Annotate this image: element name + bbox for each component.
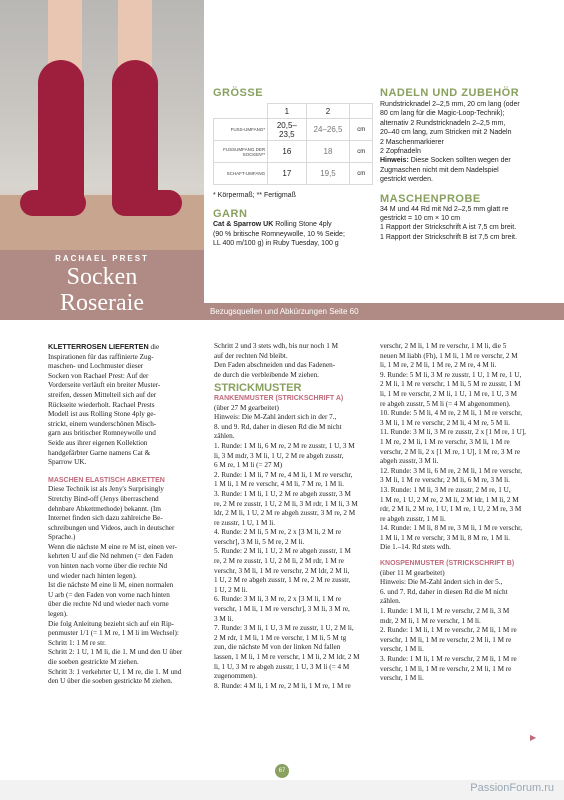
garn-text: Cat & Sparrow UK Rolling Stone 4ply (90 % britische Romneywolle, 10 % Seide; LL 400 m/100 g) in Ruby Tuesday, 100 g	[213, 221, 345, 248]
page-number: 67	[275, 764, 289, 778]
groesse-section	[213, 87, 373, 249]
title-line-1: Socken	[66, 264, 138, 290]
table-row: SCHAFT-UMFANG 17 19,5 cm	[214, 163, 373, 185]
sock-right-foot	[112, 190, 182, 216]
knospenmuster-heading: KNOSPENMUSTER (STRICKSCHRIFT B)	[380, 560, 515, 568]
strickmuster-heading: STRICKMUSTER	[214, 382, 302, 395]
size-note: * Körpermaß; ** Fertigmaß	[213, 192, 296, 199]
size-col-2: 2	[306, 104, 350, 119]
bezugsquellen-bar: Bezugsquellen und Abkürzungen Seite 60	[204, 303, 564, 320]
continue-arrow-icon: ▶	[530, 733, 537, 742]
sock-left-foot	[20, 190, 86, 216]
sock-right	[112, 60, 158, 210]
column-3: verschr, 2 M li, 1 M re verschr, 1 M li, die 5 neuen M liabh (Fh), 1 M li, 1 M re verschr, 2 M li, 1 M re, 2 M li, 1 M re, 2 M re, 4 M li. 9. Runde: 5 M li, 3 M re zusstr, 1 U, 1 M re, 1 U, 2 M li, 1 M re verschr, 1 M li, 5 M re zusstr, 1 M li, 1 M re verschr, 2 M li, 1 U, 1 M re, 1 U, 3 M re abgeh zusstr, 5 M li (= 4 M abgenommen). 10. Runde: 5 M li, 4 M re, 2 M li, 1 M re verschr, 3 M li, 1 M re verschr, 2 M li, 4 M re, 5 M li. 11. Runde: 3 M li, 3 M re zusstr, 2 x [1 M re, 1 U], 1 M re, 2 M li, 1 M re verschr, 3 M li, 1 M re verschr, 2 M li, 2 x [1 M re, 1 U], 1 M re, 3 M re abgeh zusstr, 3 M li. 12. Runde: 3 M li, 6 M re, 2 M li, 1 M re verschr, 3 M li, 1 M re verschr, 2 M li, 6 M re, 3 M li. 13. Runde: 1 M li, 3 M re zusstr, 2 M re, 1 U, 1 M re, 1 U, 2 M re, 2 M li, 2 M ldr, 1 M li, 2 M rdr, 2 M li, 2 M re, 1 U, 1 M re, 1 U, 2 M re, 3 M re abgeh zusstr, 1 M li. 14. Runde: 1 M li, 8 M re, 3 M li, 1 M re verschr, 1 M li, 1 M re verschr, 3 M li, 8 M re, 1 M li. Die 1.–14. Rd stets wdh. KNOSPENMUSTER (STRICKSCHRIFT B) (über 11 M gearbeitet) Hinweis: Die M-Zahl ändert sich in der 5., 6. und 7. Rd, daher in diesen Rd die M nicht zählen. 1. Runde: 1 M li, 1 M re verschr, 2 M li, 3 M mdr, 2 M li, 1 M re verschr, 1 M li. 2. Runde: 1 M li, 1 M re verschr, 2 M li, 1 M re verschr, 1 M li, 1 M re verschr, 2 M li, 1 M re verschr, 1 M li. 3. Runde: 1 M li, 1 M re verschr, 2 M li, 1 M re verschr, 1 M li, 1 M re verschr, 2 M li, 1 M re verschr, 1 M li.	[380, 342, 540, 684]
title-box	[0, 250, 204, 320]
sock-left	[38, 60, 84, 210]
title-line-2: Roseraie	[60, 290, 144, 316]
column-1: KLETTERROSEN LIEFERTEN die Inspirationen für das raffinierte Zug- maschen- und Lochmuster dieser Socken von Rachael Prest: Auf der Vorderseite verläuft ein breiter Muster- streifen, dessen Mittelteil sich auf der Rückseite wiederholt. Rachael Prests Modell ist aus Rolling Stone 4ply ge- strickt, einem wunderschönen Misch- garn aus britischer Romneywolle und Seide aus ihrer eigenen Kollektion handgefärbter Garne namens Cat & Sparrow UK. MASCHEN ELASTISCH ABKETTEN Diese Technik ist als Jeny's Surprisingly Stretchy Bind-off (Jenys überraschend dehnbare Abkettmethode) bekannt. (Im Internet finden sich dazu zahlreiche Be- schreibungen und Videos, auch in deutscher Sprache.) Wenn die nächste M eine re M ist, einen ver- kehrten U auf die Nd nehmen (= den Faden von hinten nach vorne über die rechte Nd und wieder nach hinten legen). Ist die nächste M eine li M, einen normalen U arb (= den Faden von vorne nach hinten über die rechte Nd und wieder nach vorne legen). Die folg Anleitung bezieht sich auf ein Rip- penmuster 1/1 (= 1 M re, 1 M li im Wechsel): Schritt 1: 1 M re str. Schritt 2: 1 U, 1 M li, die 1. M und den U über die soeben gestrickte M ziehen. Schritt 3: 1 verkehrter U, 1 M re, die 1. M und den U über die soeben gestrickte M ziehen.	[48, 342, 203, 687]
groesse-heading: GRÖSSE	[213, 87, 264, 99]
size-col-1: 1	[268, 104, 306, 119]
table-row: FUSS-UMFANG* 20,5–23,5 24–26,5 cm	[214, 119, 373, 141]
column-2: Schritt 2 und 3 stets wdh, bis nur noch 1 M auf der rechten Nd bleibt. Den Faden abschneiden und das Fadenen- de durch die verbleibende M ziehen. STRICKMUSTER RANKENMUSTER (STRICKSCHRIFT A) (über 27 M gearbeitet) Hinweis: Die M-Zahl ändert sich in der 7., 8. und 9. Rd, daher in diesen Rd die M nicht zählen. 1. Runde: 1 M li, 6 M re, 2 M re zusstr, 1 U, 3 M li, 3 M mdr, 3 M li, 1 U, 2 M re abgeh zusstr, 6 M re, 1 M li (= 27 M) 2. Runde: 1 M li, 7 M re, 4 M li, 1 M re verschr, 1 M li, 1 M re verschr, 4 M li, 7 M re, 1 M li. 3. Runde: 1 M li, 1 U, 2 M re abgeh zusstr, 3 M re, 2 M re zusstr, 1 U, 2 M li, 3 M rdr, 1 M li, 3 M ldr, 2 M li, 1 U, 2 M re abgeh zusstr, 3 M re, 2 M re zusstr, 1 U, 1 M li. 4. Runde: 2 M li, 5 M re, 2 x [3 M li, 2 M re verschr], 3 M li, 5 M re, 2 M li. 5. Runde: 2 M li, 1 U, 2 M re abgeh zusstr, 1 M re, 2 M re zusstr, 1 U, 2 M li, 2 M rdr, 1 M re verschr, 3 M li, 1 M re verschr, 2 M ldr, 2 M li, 1 U, 2 M re abgeh zusstr, 1 M re, 2 M re zusstr, 1 U, 2 M li. 6. Runde: 3 M li, 3 M re, 2 x [3 M li, 1 M re verschr, 1 M li, 1 M re verschr], 3 M li, 3 M re, 3 M li. 7. Runde: 3 M li, 1 U, 3 M re zusstr, 1 U, 2 M li, 2 M rdr, 1 M li, 1 M re verschr, 1 M li, 5 M tg zun, die nächste M von der linken Nd fallen lassen, 1 M li, 1 M re verschr, 1 M li, 2 M ldr, 2 M li, 1 U, 3 M re abgeh zusstr, 1 U, 3 M li (= 4 M zugenommen). 8. Runde: 4 M li, 1 M re, 2 M li, 1 M re, 1 M re	[214, 342, 374, 691]
article-title	[0, 264, 204, 316]
table-row: FUSSUMFANG DER SOCKEN** 16 18 cm	[214, 141, 373, 163]
hero-photo	[0, 0, 204, 250]
maschenprobe-heading: MASCHENPROBE	[380, 192, 481, 205]
rankenmuster-heading: RANKENMUSTER (STRICKSCHRIFT A)	[214, 394, 344, 402]
nadeln-heading: NADELN UND ZUBEHÖR	[380, 87, 520, 99]
author: RACHAEL PREST	[55, 254, 149, 263]
abketten-heading: MASCHEN ELASTISCH ABKETTEN	[48, 476, 165, 484]
nadeln-section: NADELN UND ZUBEHÖR Rundstricknadel 2–2,5 mm, 20 cm lang (oder 80 cm lang für die Magic-Loop-Technik); alternativ 2 Rundstricknadeln 2–2,5 mm, 20–40 cm lang, zum Stricken mit 2 Nadeln 2 Maschenmarkierer 2 Zopfnadeln Hinweis: Diese Socken sollten wegen der Zugmaschen nicht mit dem Nadelspiel gestrickt werden. MASCHENPROBE 34 M und 44 Rd mit Nd 2–2,5 mm glatt re gestrickt = 10 cm × 10 cm 1 Rapport der Strickschrift A ist 7,5 cm breit. 1 Rapport der Strickschrift B ist 7,5 cm breit.	[380, 87, 560, 242]
watermark: PassionForum.ru	[470, 782, 554, 794]
size-table	[213, 103, 373, 185]
garn-heading: GARN	[213, 208, 248, 221]
